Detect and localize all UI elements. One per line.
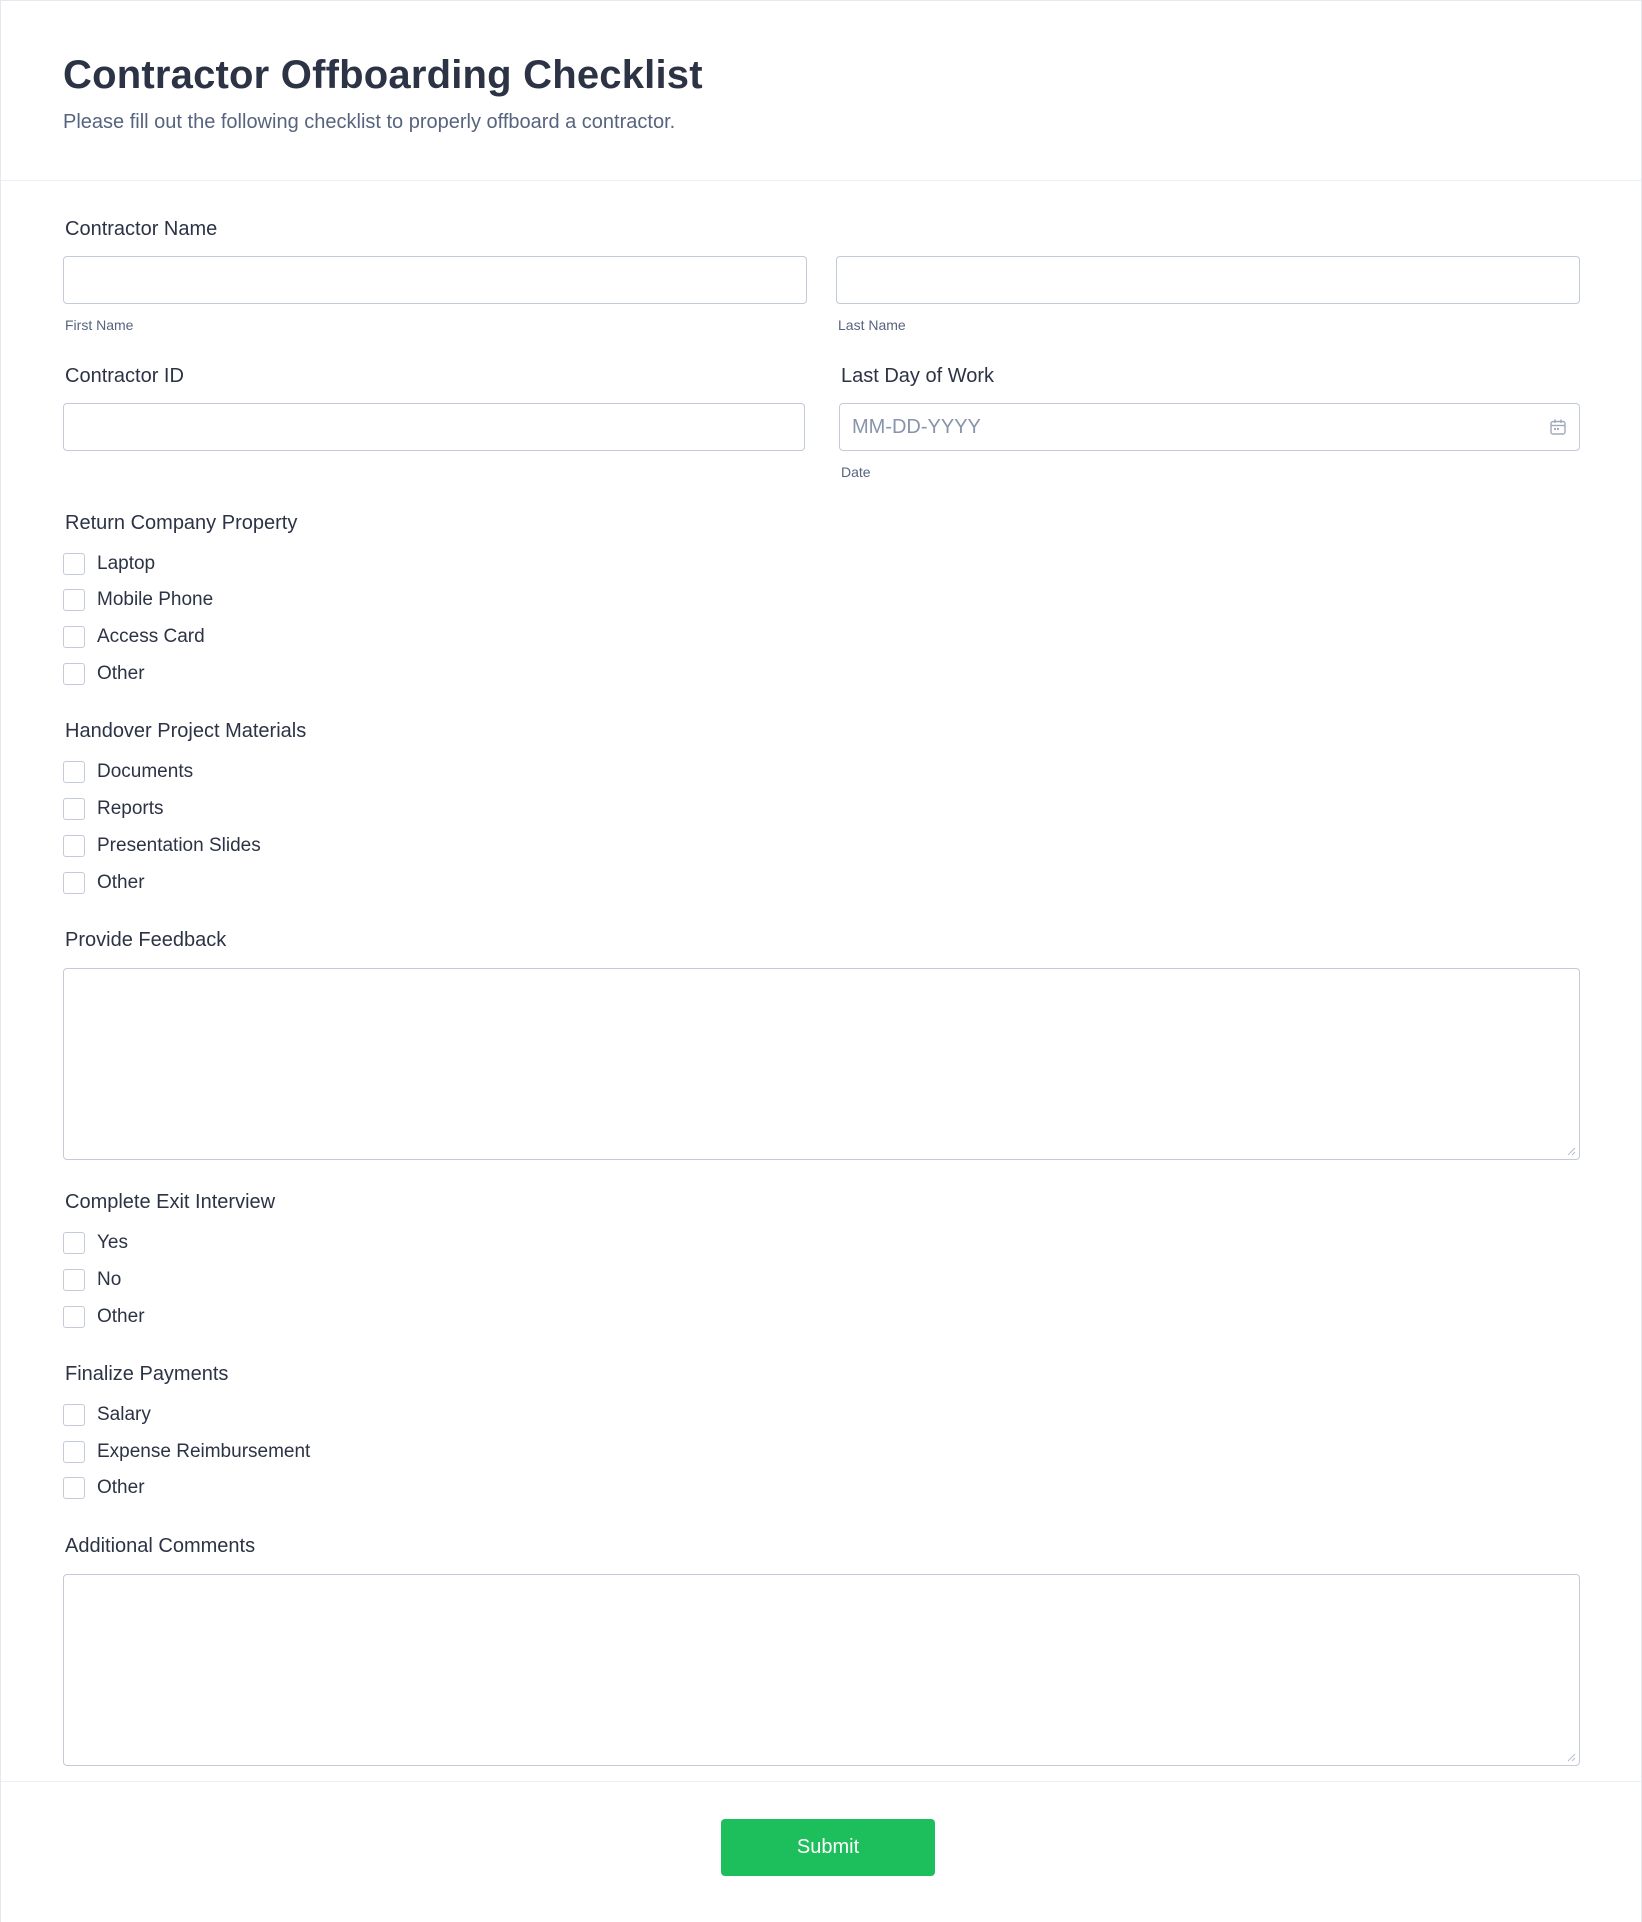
checkbox[interactable] bbox=[63, 589, 85, 611]
form-header bbox=[1, 1, 1641, 181]
checkbox[interactable] bbox=[63, 1232, 85, 1254]
last-day-sublabel: Date bbox=[841, 464, 871, 480]
checkbox-reports[interactable] bbox=[63, 797, 164, 821]
form-description: Please fill out the following checklist to properly offboard a contractor. bbox=[63, 111, 676, 133]
checkbox[interactable] bbox=[63, 663, 85, 685]
checkbox[interactable] bbox=[63, 798, 85, 820]
checkbox-materials-other[interactable] bbox=[63, 871, 145, 895]
contractor-id-input[interactable] bbox=[63, 403, 805, 451]
last-name-sublabel: Last Name bbox=[838, 317, 906, 333]
checkbox[interactable] bbox=[63, 1269, 85, 1291]
option-label: Other bbox=[97, 1306, 145, 1327]
checkbox[interactable] bbox=[63, 553, 85, 575]
feedback-label: Provide Feedback bbox=[65, 929, 227, 951]
comments-textarea[interactable] bbox=[63, 1574, 1580, 1766]
option-label: Reports bbox=[97, 798, 164, 819]
checkbox-interview-other[interactable] bbox=[63, 1305, 145, 1329]
checkbox[interactable] bbox=[63, 1477, 85, 1499]
option-label: Access Card bbox=[97, 626, 205, 647]
option-label: Salary bbox=[97, 1404, 151, 1425]
submit-button[interactable]: Submit bbox=[721, 1819, 935, 1876]
last-day-label: Last Day of Work bbox=[841, 365, 995, 387]
feedback-textarea[interactable] bbox=[63, 968, 1580, 1160]
checkbox[interactable] bbox=[63, 626, 85, 648]
exit-interview-label: Complete Exit Interview bbox=[65, 1191, 276, 1213]
option-label: Other bbox=[97, 1477, 145, 1498]
option-label: Expense Reimbursement bbox=[97, 1441, 311, 1462]
checkbox[interactable] bbox=[63, 1441, 85, 1463]
checkbox[interactable] bbox=[63, 1404, 85, 1426]
contractor-id-label: Contractor ID bbox=[65, 365, 184, 387]
payments-label: Finalize Payments bbox=[65, 1363, 229, 1385]
last-day-date-input[interactable] bbox=[839, 403, 1580, 451]
last-name-input[interactable] bbox=[836, 256, 1580, 304]
return-property-label: Return Company Property bbox=[65, 512, 298, 534]
date-placeholder: MM-DD-YYYY bbox=[852, 416, 981, 438]
form-title: Contractor Offboarding Checklist bbox=[63, 53, 703, 97]
checkbox[interactable] bbox=[63, 761, 85, 783]
checkbox[interactable] bbox=[63, 835, 85, 857]
checkbox-salary[interactable] bbox=[63, 1403, 151, 1427]
resize-grip-icon[interactable] bbox=[1566, 1146, 1576, 1156]
checkbox-property-other[interactable] bbox=[63, 662, 145, 686]
option-label: Yes bbox=[97, 1232, 128, 1253]
option-label: Laptop bbox=[97, 553, 156, 574]
checkbox-documents[interactable] bbox=[63, 760, 193, 784]
resize-grip-icon[interactable] bbox=[1566, 1752, 1576, 1762]
comments-label: Additional Comments bbox=[65, 1535, 256, 1557]
checkbox[interactable] bbox=[63, 872, 85, 894]
checkbox-presentation-slides[interactable] bbox=[63, 834, 261, 858]
checkbox-payments-other[interactable] bbox=[63, 1476, 145, 1500]
checkbox-no[interactable] bbox=[63, 1268, 121, 1292]
handover-materials-label: Handover Project Materials bbox=[65, 720, 307, 742]
checkbox-mobile-phone[interactable] bbox=[63, 588, 213, 612]
checkbox-laptop[interactable] bbox=[63, 552, 155, 576]
form-footer bbox=[1, 1781, 1641, 1922]
first-name-input[interactable] bbox=[63, 256, 807, 304]
checkbox[interactable] bbox=[63, 1306, 85, 1328]
option-label: Other bbox=[97, 872, 145, 893]
option-label: Mobile Phone bbox=[97, 589, 214, 610]
calendar-icon[interactable] bbox=[1549, 418, 1567, 436]
option-label: Other bbox=[97, 663, 145, 684]
option-label: No bbox=[97, 1269, 122, 1290]
option-label: Documents bbox=[97, 761, 194, 782]
first-name-sublabel: First Name bbox=[65, 317, 134, 333]
checkbox-yes[interactable] bbox=[63, 1231, 128, 1255]
checkbox-access-card[interactable] bbox=[63, 625, 205, 649]
contractor-name-label: Contractor Name bbox=[65, 218, 218, 240]
option-label: Presentation Slides bbox=[97, 835, 261, 856]
checkbox-expense-reimbursement[interactable] bbox=[63, 1440, 310, 1464]
